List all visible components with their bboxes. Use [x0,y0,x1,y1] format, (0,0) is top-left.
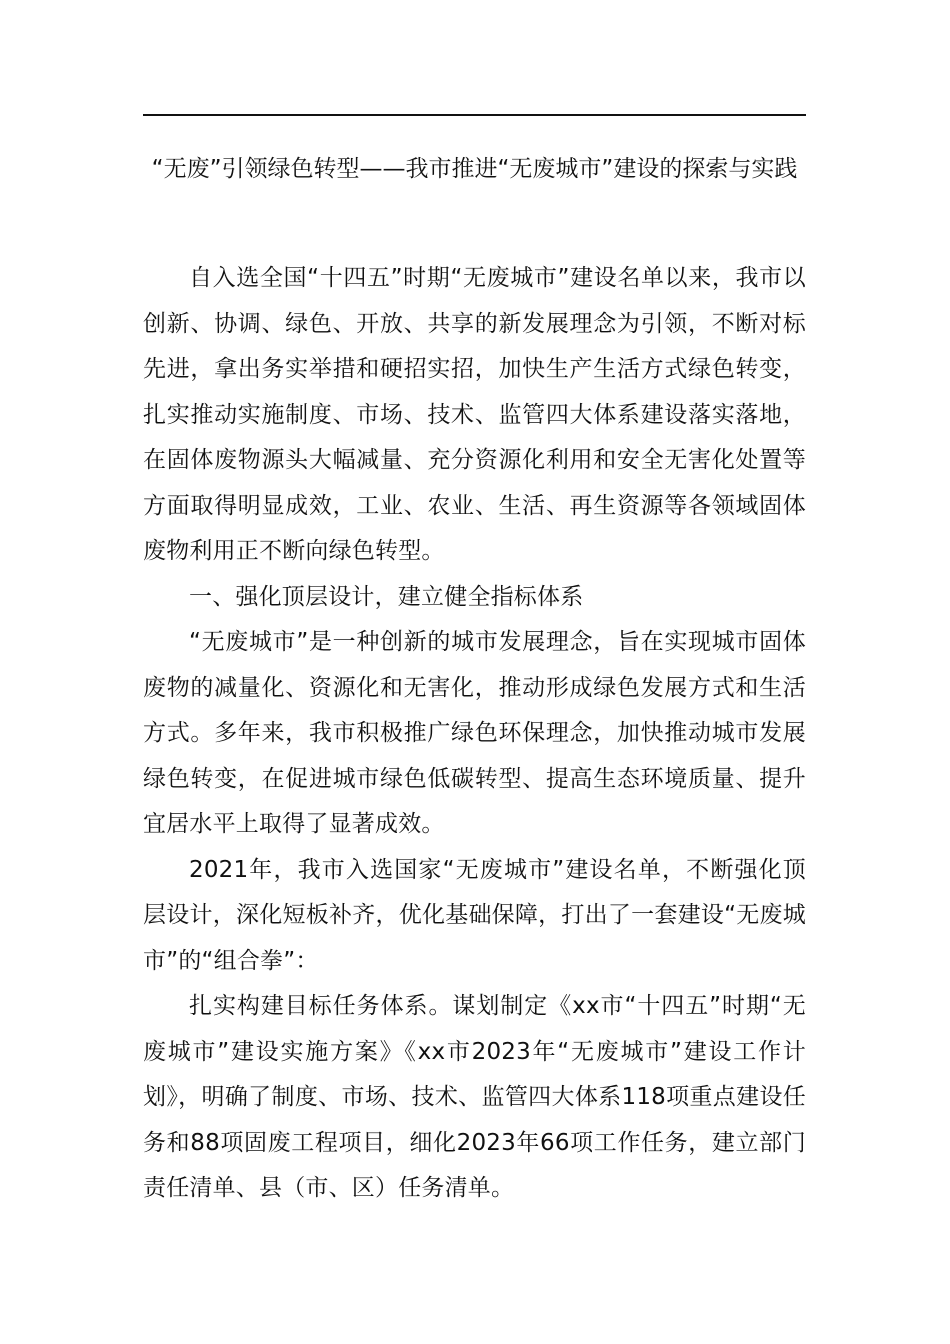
document-body [143,256,806,1212]
header-rule [143,114,806,116]
intro-paragraph: 自入选全国“十四五”时期“无废城市”建设名单以来，我市以创新、协调、绿色、开放、共享的新发展理念为引领，不断对标先进，拿出务实举措和硬招实招，加快生产生活方式绿色转变，扎实推动实施制度、市场、技术、监管四大体系建设落实落地，在固体废物源头大幅减量、充分资源化利用和安全无害化处置等方面取得明显成效，工业、农业、生活、再生资源等各领域固体废物利用正不断向绿色转型。 [143,265,806,564]
document-title: “无废”引领绿色转型——我市推进“无废城市”建设的探索与实践 [151,156,798,182]
section-heading-1: 一、强化顶层设计，建立健全指标体系 [189,583,584,610]
body-paragraph: “无废城市”是一种创新的城市发展理念，旨在实现城市固体废物的减量化、资源化和无害化，推动形成绿色发展方式和生活方式。多年来，我市积极推广绿色环保理念，加快推动城市发展绿色转变，在促进城市绿色低碳转型、提高生态环境质量、提升宜居水平上取得了显著成效。 [143,629,806,837]
body-paragraph: 2021年，我市入选国家“无废城市”建设名单，不断强化顶层设计，深化短板补齐，优化基础保障，打出了一套建设“无废城市”的“组合拳”： [143,856,806,974]
body-paragraph: 扎实构建目标任务体系。谋划制定《xx市“十四五”时期“无废城市”建设实施方案》《xx市2023年“无废城市”建设工作计划》，明确了制度、市场、技术、监管四大体系118项重点建设任务和88项固废工程项目，细化2023年66项工作任务，建立部门责任清单、县（市、区）任务清单。 [143,993,806,1201]
